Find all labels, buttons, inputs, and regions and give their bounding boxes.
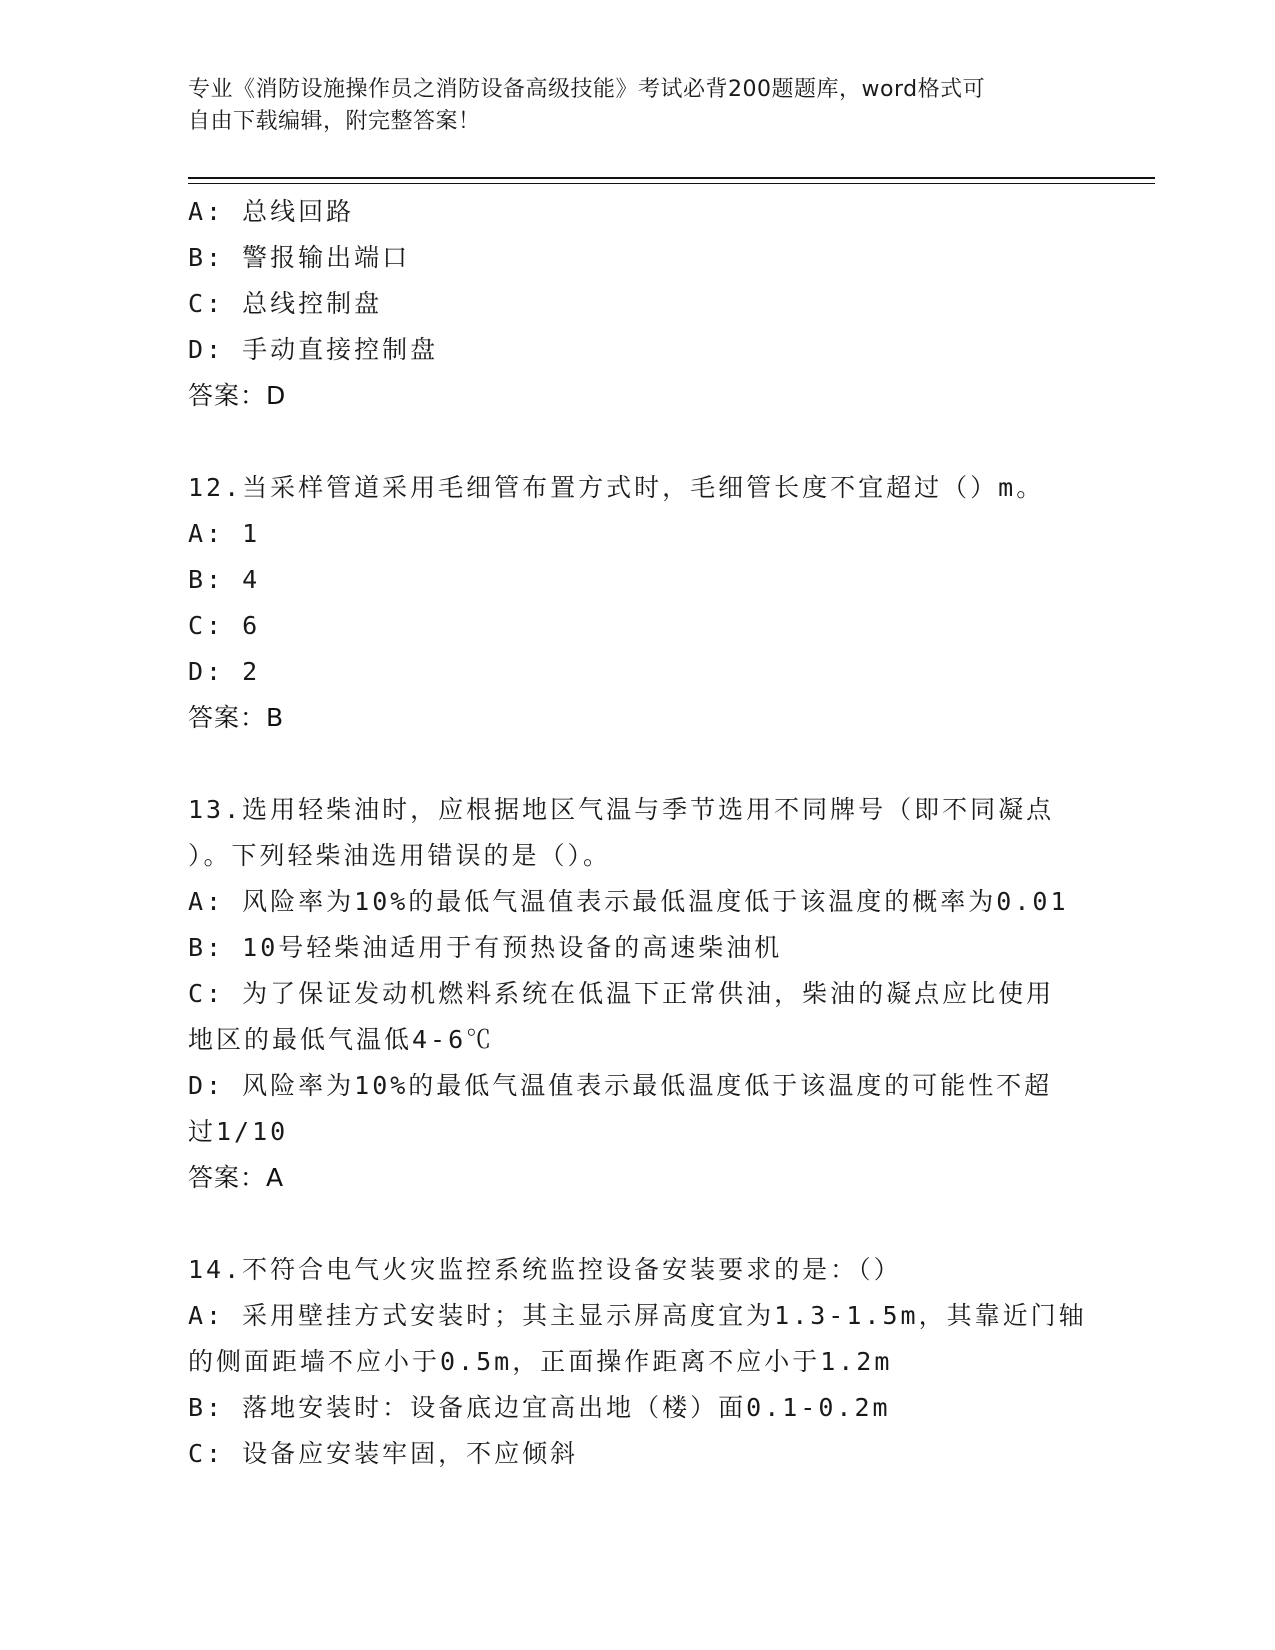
q14-option-a-line-2: 的侧面距墙不应小于0.5m，正面操作距离不应小于1.2m (188, 1347, 893, 1376)
q12-option-b: B: 4 (188, 565, 261, 594)
header-line-2: 自由下载编辑，附完整答案！ (188, 109, 481, 134)
q11-option-b: B: 警报输出端口 (188, 243, 411, 272)
q13-option-a: A: 风险率为10%的最低气温值表示最低温度低于该温度的概率为0.01 (188, 887, 1069, 916)
question-content (188, 189, 1088, 1477)
q11-option-a: A: 总线回路 (188, 197, 355, 226)
q13-option-c-line-1: C: 为了保证发动机燃料系统在低温下正常供油，柴油的凝点应比使用 (188, 979, 1055, 1008)
q13-option-d-line-1: D: 风险率为10%的最低气温值表示最低温度低于该温度的可能性不超 (188, 1071, 1053, 1100)
q12-question: 12.当采样管道采用毛细管布置方式时，毛细管长度不宜超过（）m。 (188, 473, 1045, 502)
q13-option-d-line-2: 过1/10 (188, 1117, 289, 1146)
spacer (188, 741, 1088, 787)
q14-question: 14.不符合电气火灾监控系统监控设备安装要求的是：（） (188, 1255, 902, 1284)
header-divider-thick (188, 177, 1155, 179)
q13-option-c-line-2: 地区的最低气温低4-6℃ (188, 1025, 495, 1054)
q11-answer: 答案：D (188, 381, 287, 410)
q13-question-line-2: ）。下列轻柴油选用错误的是（）。 (188, 841, 612, 870)
q12-option-c: C: 6 (188, 611, 261, 640)
q13-option-b: B: 10号轻柴油适用于有预热设备的高速柴油机 (188, 933, 783, 962)
q11-option-c: C: 总线控制盘 (188, 289, 383, 318)
q12-answer: 答案：B (188, 703, 285, 732)
q14-option-a-line-1: A: 采用壁挂方式安装时；其主显示屏高度宜为1.3-1.5m，其靠近门轴 (188, 1301, 1087, 1330)
header-line-1: 专业《消防设施操作员之消防设备高级技能》考试必背200题题库，word格式可 (188, 77, 986, 102)
header-divider-thin (188, 183, 1155, 184)
spacer (188, 1201, 1088, 1247)
q13-answer: 答案：A (188, 1163, 285, 1192)
q13-question-line-1: 13.选用轻柴油时，应根据地区气温与季节选用不同牌号（即不同凝点 (188, 795, 1055, 824)
q12-option-d: D: 2 (188, 657, 261, 686)
q12-option-a: A: 1 (188, 519, 261, 548)
q14-option-b: B: 落地安装时：设备底边宜高出地（楼）面0.1-0.2m (188, 1393, 891, 1422)
spacer (188, 419, 1088, 465)
q14-option-c: C: 设备应安装牢固，不应倾斜 (188, 1439, 579, 1468)
document-header (188, 74, 1068, 138)
q11-option-d: D: 手动直接控制盘 (188, 335, 439, 364)
